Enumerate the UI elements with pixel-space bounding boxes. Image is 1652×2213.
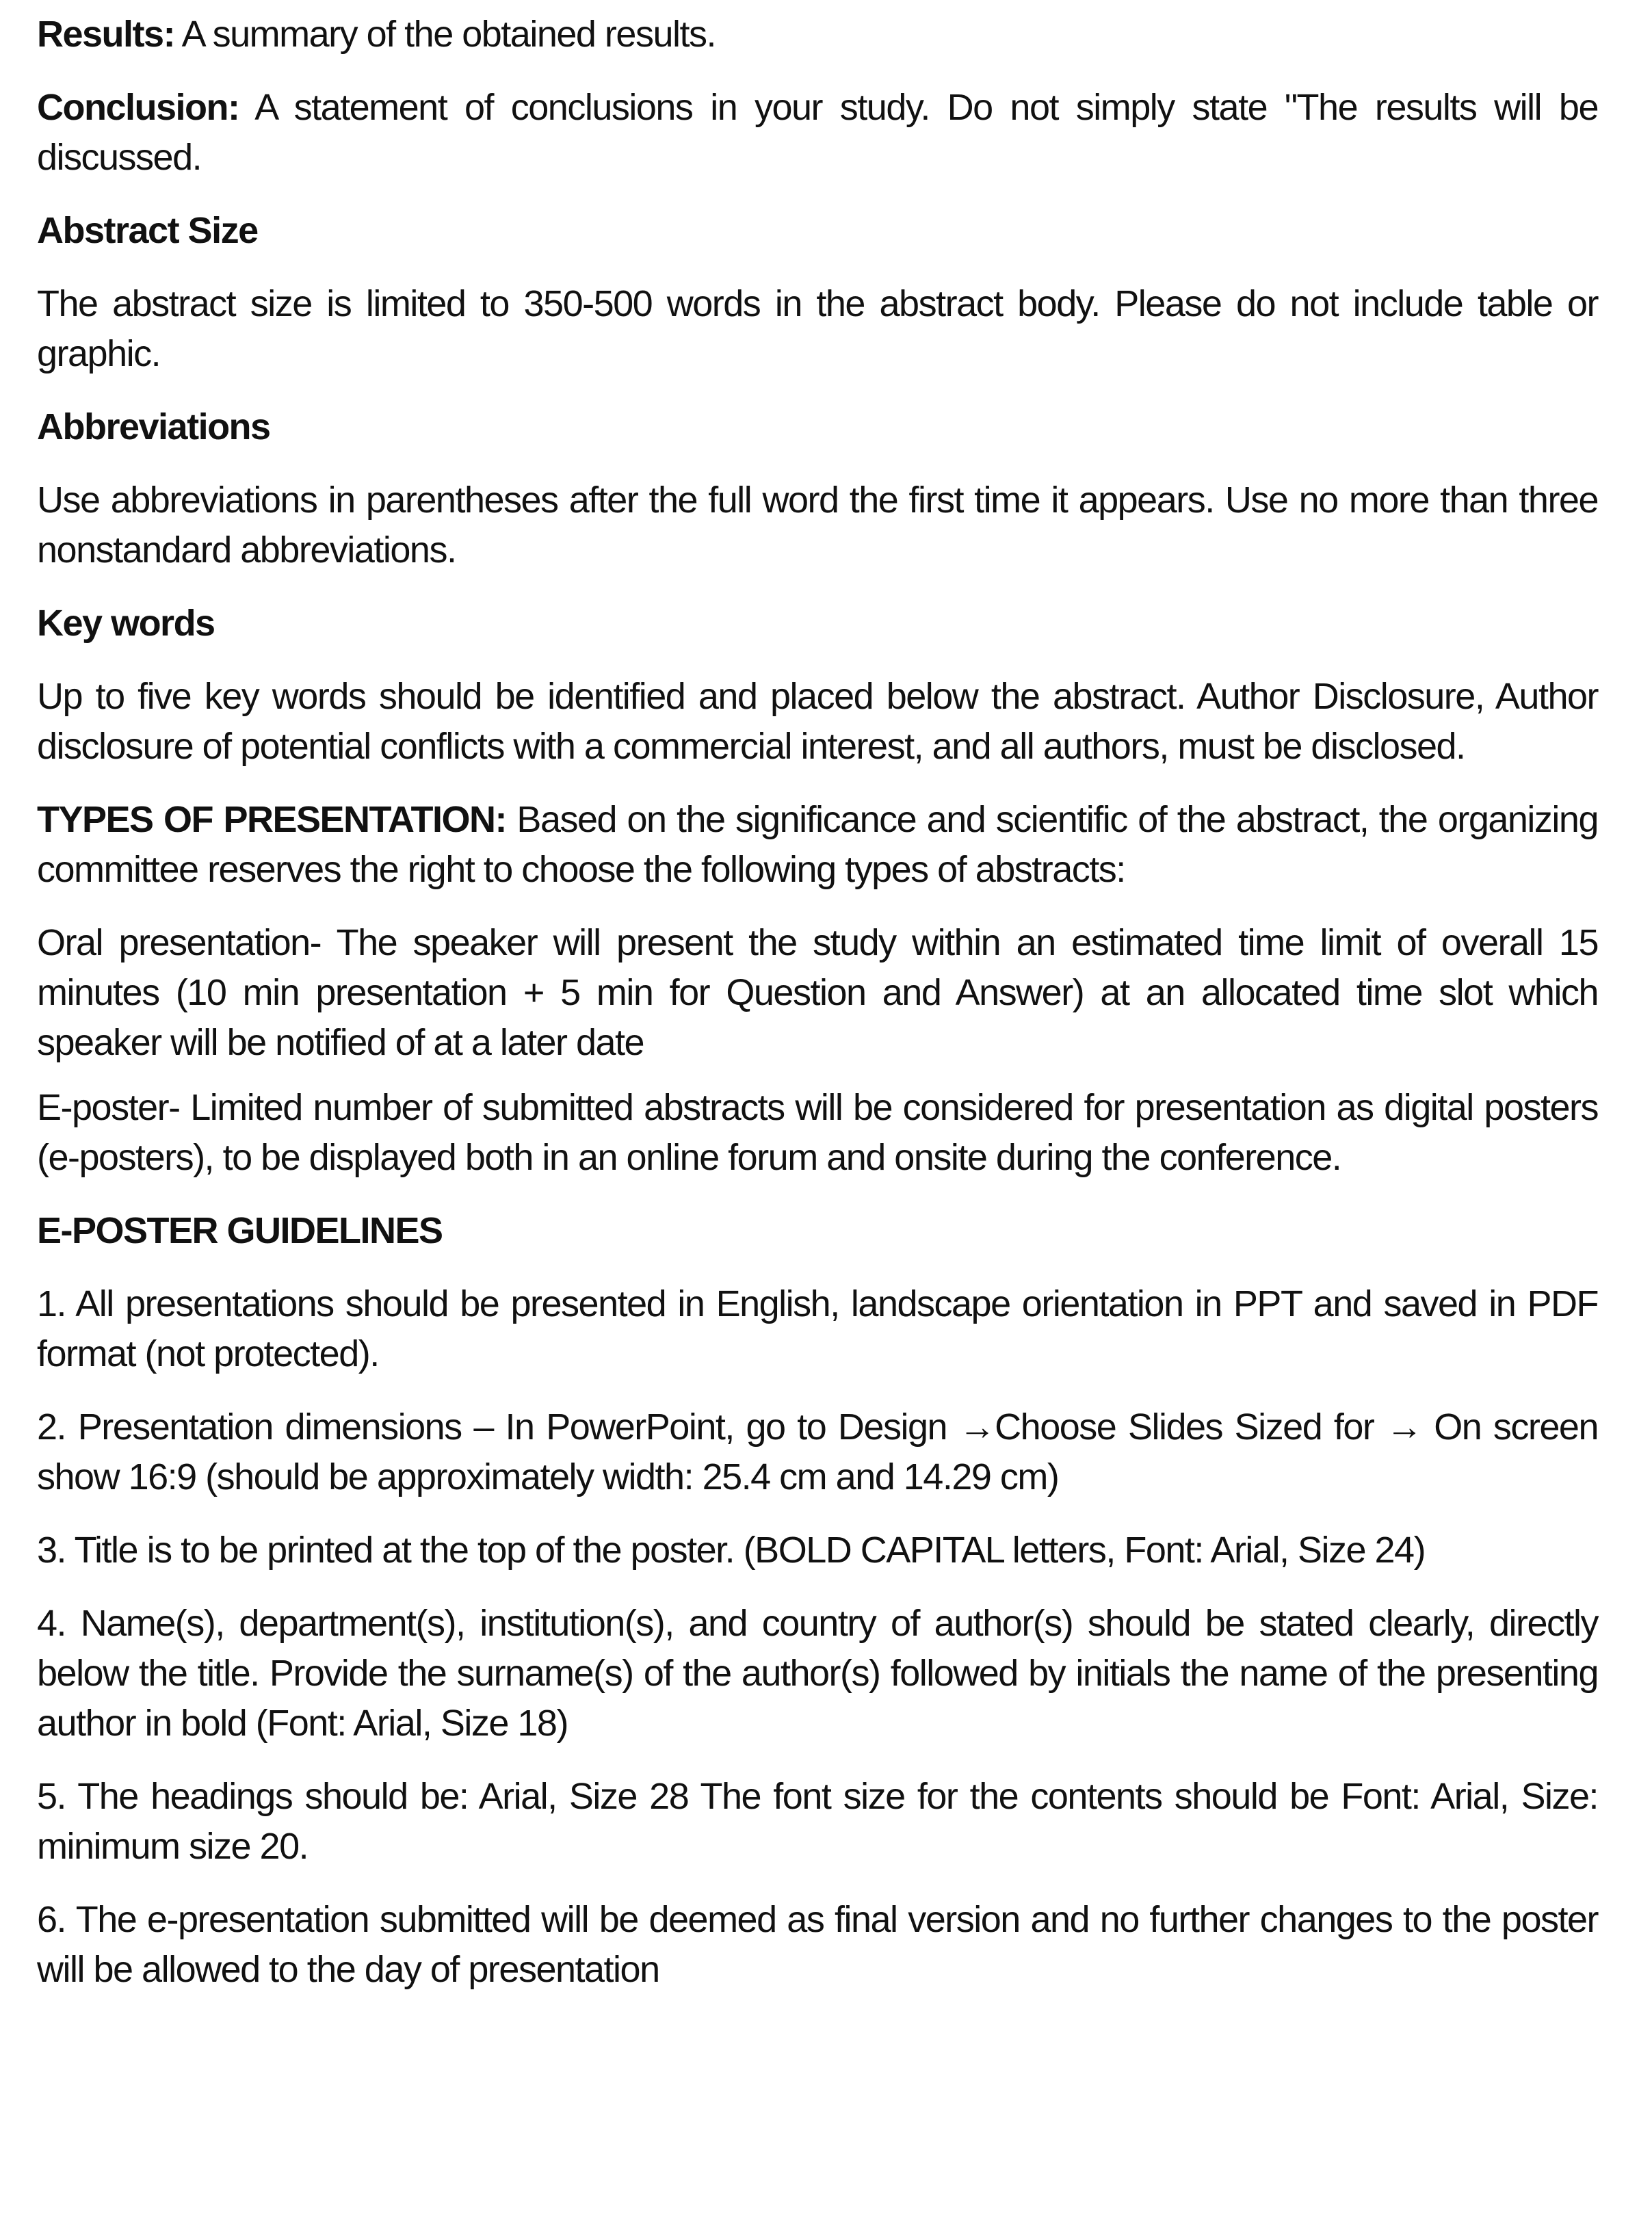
results-label: Results: (37, 14, 175, 55)
key-words-text: Up to five key words should be identified and placed below the abstract. Author Disclosure, Author disclosure of potential conflicts with a commercial interest, and all authors, must be disclosed. (37, 676, 1598, 767)
abstract-size-text: The abstract size is limited to 350-500 words in the abstract body. Please do not include table or graphic. (37, 283, 1598, 374)
results-paragraph (37, 10, 1598, 60)
eposter-text: E-poster- Limited number of submitted abstracts will be considered for presentation as digital posters (e-posters), to be displayed both in an online forum and onsite during the conference. (37, 1087, 1598, 1178)
guideline-item-5: 5. The headings should be: Arial, Size 28 The font size for the contents should be Font: Arial, Size: minimum size 20. (37, 1776, 1598, 1867)
guideline-item-6: 6. The e-presentation submitted will be deemed as final version and no further changes to the poster will be allowed to the day of presentation (37, 1899, 1598, 1990)
guideline-item-3: 3. Title is to be printed at the top of the poster. (BOLD CAPITAL letters, Font: Arial, Size 24) (37, 1530, 1426, 1571)
guideline-item-2: 2. Presentation dimensions – In PowerPoint, go to Design →Choose Slides Sized for → On screen show 16:9 (should be approximately width: 25.4 cm and 14.29 cm) (37, 1406, 1598, 1497)
document-page (37, 10, 1598, 2018)
abbreviations-heading: Abbreviations (37, 406, 270, 447)
oral-presentation-text: Oral presentation- The speaker will present the study within an estimated time limit of overall 15 minutes (10 min presentation + 5 min for Question and Answer) at an allocated time slot which speaker will be notified of at a later date (37, 922, 1598, 1063)
types-of-presentation-text: Based on the significance and scientific of the abstract, the organizing committee reserves the right to choose the following types of abstracts: (37, 799, 1598, 890)
abbreviations-text: Use abbreviations in parentheses after the full word the first time it appears. Use no more than three nonstandard abbreviations. (37, 480, 1598, 571)
abstract-size-heading: Abstract Size (37, 210, 258, 251)
eposter-guidelines-heading: E-POSTER GUIDELINES (37, 1210, 443, 1251)
guideline-item-1: 1. All presentations should be presented in English, landscape orientation in PPT and saved in PDF format (not protected). (37, 1283, 1598, 1374)
guideline-item-4: 4. Name(s), department(s), institution(s), and country of author(s) should be stated clearly, directly below the title. Provide the surname(s) of the author(s) followed by initials the name of the presenting author in bold (Font: Arial, Size 18) (37, 1603, 1598, 1744)
types-of-presentation-label: TYPES OF PRESENTATION: (37, 799, 506, 840)
conclusion-label: Conclusion: (37, 87, 239, 128)
types-of-presentation-paragraph (37, 795, 1598, 895)
conclusion-paragraph (37, 83, 1598, 183)
key-words-heading: Key words (37, 603, 215, 644)
results-text: A summary of the obtained results. (174, 14, 716, 55)
conclusion-text: A statement of conclusions in your study. Do not simply state "The results will be discussed. (37, 87, 1598, 178)
